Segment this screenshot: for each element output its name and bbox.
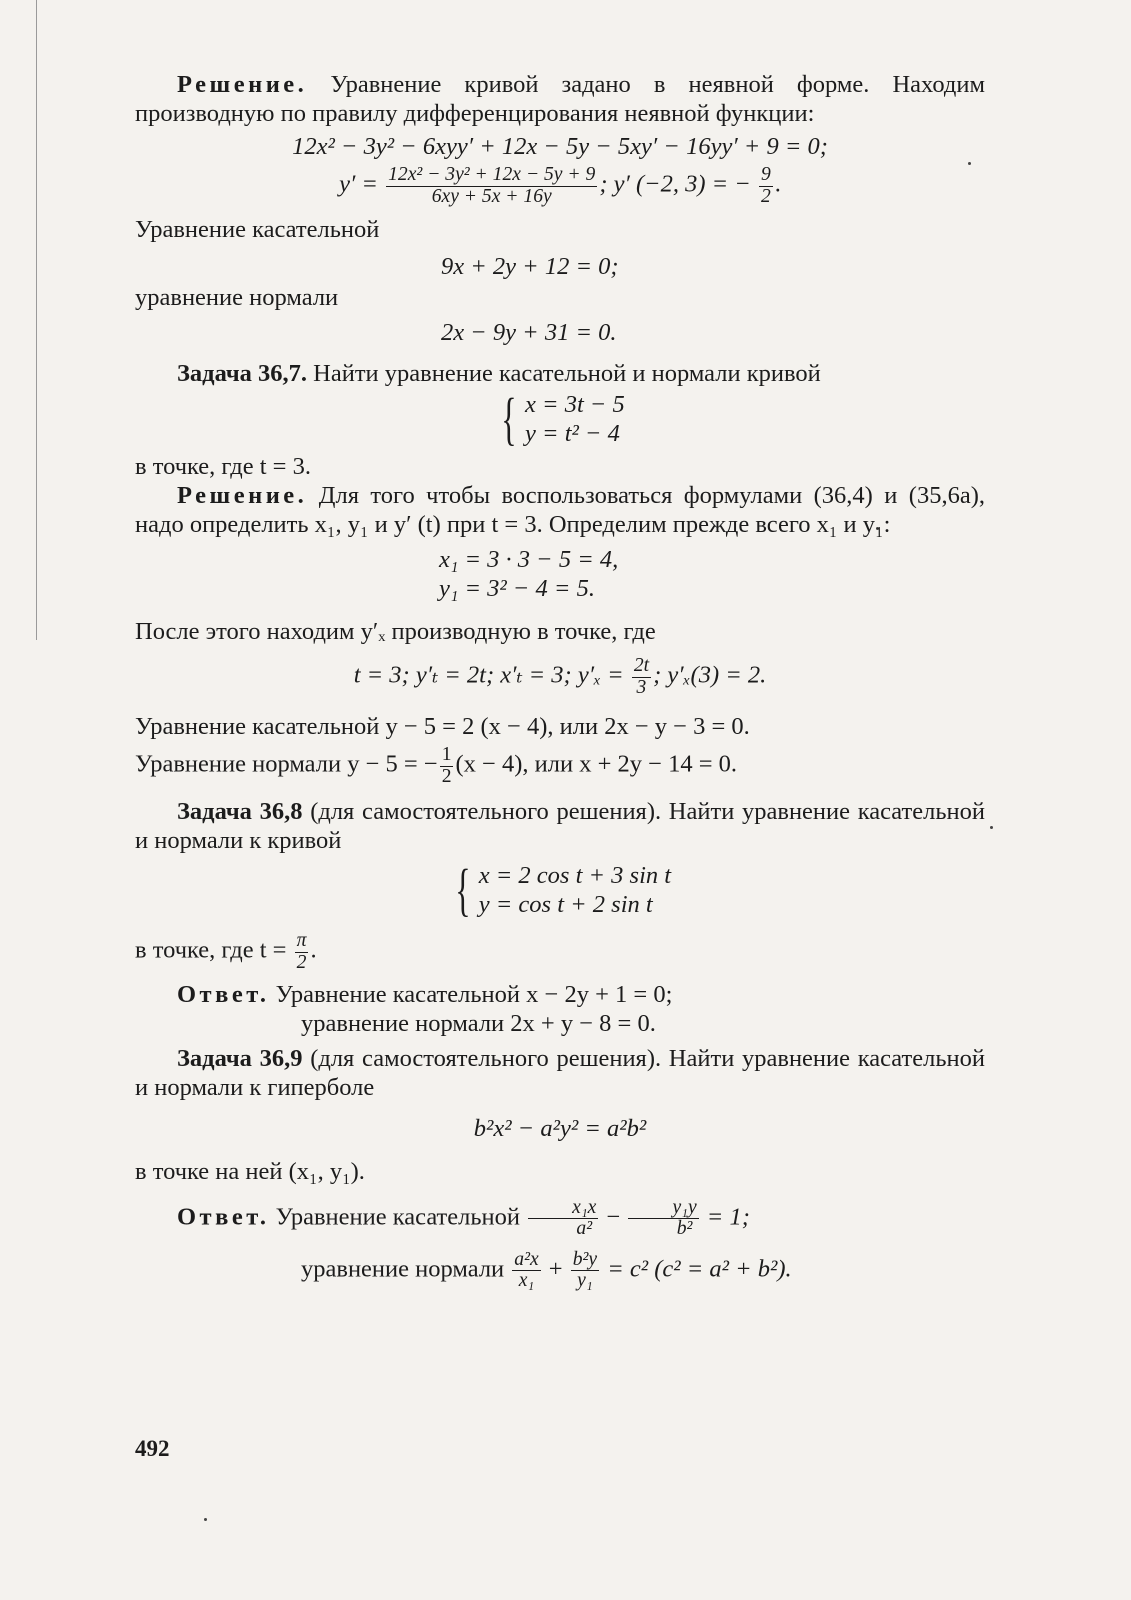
solution-paragraph [135,70,985,128]
implicit-derivative-equation: 12x² − 3y² − 6xyy′ + 12x − 5y − 5xy′ − 16yy′ + 9 = 0; [292,133,828,160]
task-36-9-statement: Задача 36,9 (для самостоятельного решения). Найти уравнение касательной и нормали к гиперболе [135,1044,985,1101]
tangent-equation: 9x + 2y + 12 = 0; [441,253,619,281]
y1-equation: y₁ = 3² − 4 = 5. [439,575,595,603]
task-36-7-tangent: Уравнение касательной y − 5 = 2 (x − 4), или 2x − y − 3 = 0. [135,713,750,741]
page-number: 492 [135,1436,170,1461]
normal-fraction: $\frac{1}{2}$ [441,744,452,787]
task-36-7-point: в точке, где t = 3. [135,453,311,481]
y-prime-value-lhs: ; y′ (−2, 3) = − [599,170,751,198]
task-36-8-statement: Задача 36,8 (для самостоятельного решения). Найти уравнение касательной и нормали к кривой [135,798,985,855]
task-36-9-point: в точке на ней (x₁, y₁). [135,1157,365,1185]
system-x: x = 3t − 5 [525,391,625,419]
task-36-9-title: Задача 36,9 [177,1044,303,1072]
task-36-8-title: Задача 36,8 [177,798,303,826]
system-y: y = t² − 4 [525,420,620,448]
speck [990,826,993,829]
task-36-7-normal: Уравнение нормали y − 5 = − $\frac{1}{2}$ (x − 4), или x + 2y − 14 = 0. [135,744,738,787]
task-36-9-answer: Ответ. Уравнение касательной $\frac{\text{x₁x}}{\text{a²}}$ − $\frac{\text{y₁y}}{\text{b²}}$ = 1; [177,1196,750,1240]
page-content [135,70,985,1292]
answer-label: Ответ. [177,980,270,1008]
derivative-fraction: $\frac{2t}{3}$ [633,655,650,698]
tangent-label: Уравнение касательной [135,216,380,244]
task-36-7-statement: Задача 36,7. Найти уравнение касательной и нормали кривой [177,360,821,388]
task-36-7-title: Задача 36,7. [177,360,308,388]
x1-equation: x₁ = 3 · 3 − 5 = 4, [439,546,619,574]
normal-equation: 2x − 9y + 31 = 0. [441,319,617,347]
task-36-8-system: { x = 2 cos t + 3 sin t y = cos t + 2 sin t [455,857,672,923]
task-36-9-answer-normal: уравнение нормали $\frac{\text{a²x}}{\text{x₁}}$ + $\frac{\text{b²y}}{\text{y₁}}$ = c² (c² = a² + b²). [301,1248,792,1292]
y-prime-value-fraction: $\frac{9}{2}$ [761,164,771,207]
hyperbola-equation: b²x² − a²y² = a²b² [473,1114,647,1142]
page-edge-line [36,0,37,640]
speck [204,1518,207,1521]
system-y: y = cos t + 2 sin t [478,891,653,919]
task-36-8-point: в точке, где t = $\frac{\pi}{2}$ . [135,930,317,973]
pi-over-2-fraction: $\frac{\pi}{2}$ [296,930,307,973]
answer-label: Ответ. [177,1203,270,1231]
parametric-derivatives: t = 3; y′ₜ = 2t; x′ₜ = 3; y′ₓ = $\frac{2t}{3}$ ; y′ₓ(3) = 2. [353,655,767,698]
derivative-intro: После этого находим y′ₓ производную в точке, где [135,618,656,646]
task-36-8-answer-normal: уравнение нормали 2x + y − 8 = 0. [301,1009,656,1037]
solution-text: Уравнение кривой задано в неявной форме. Находим производную по правилу дифференцирования неявной функции: [135,71,985,127]
task-36-7-system: { x = 3t − 5 y = t² − 4 [501,386,625,452]
solution-label: Решение. [177,71,308,98]
y-prime-formula: y′ = $\frac{\text{12x² − 3y² + 12x − 5y + 9}}{6xy + 5x + 16y}$ ; y′ (−2, 3) = − $\frac{9}{2}$ . [339,164,781,207]
task-36-7-solution: Решение. Для того чтобы воспользоваться формулами (36,4) и (35,6а), надо определить x₁, y₁ и y′ (t) при t = 3. Определим прежде всего x₁ и y₁: [135,482,985,539]
solution-label: Решение. [177,482,308,510]
system-x: x = 2 cos t + 3 sin t [478,862,672,890]
normal-label: уравнение нормали [135,284,339,312]
y-prime-lhs: y′ = [339,170,378,198]
y-prime-fraction: $\frac{\text{12x² − 3y² + 12x − 5y + 9}}{6xy + 5x + 16y}$ [388,164,596,207]
task-36-8-answer: Ответ. Уравнение касательной x − 2y + 1 = 0; [177,980,673,1008]
